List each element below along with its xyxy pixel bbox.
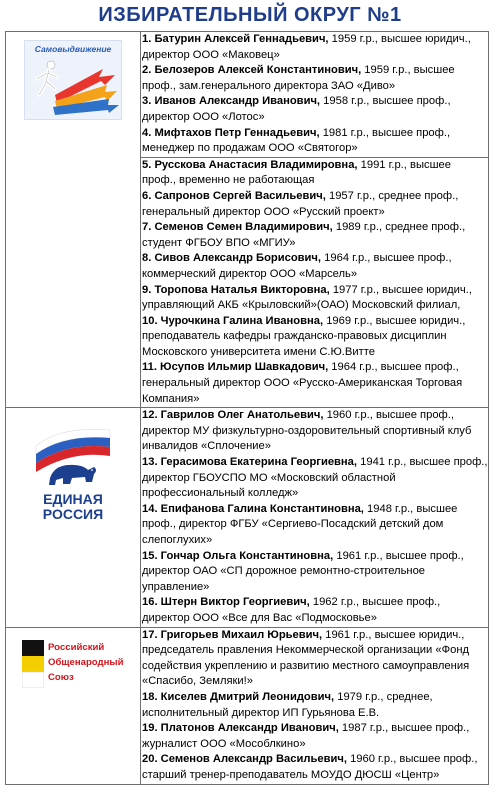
- logo-cell-self-nominated: [6, 32, 141, 408]
- candidate-entry: 6. Сапронов Сергей Васильевич, 1957 г.р., среднее проф., генеральный директор ООО «Русский проект»: [142, 189, 459, 218]
- candidate-entry: 9. Торопова Наталья Викторовна, 1977 г.р., высшее юридич., управляющий АКБ «Крыловский»(ОАО) Московский филиал,: [142, 283, 472, 312]
- group-united-russia: [141, 408, 489, 627]
- candidate-entry: 1. Батурин Алексей Геннадьевич, 1959 г.р., высшее юридич., директор ООО «Маковец»: [142, 33, 471, 61]
- candidate-entry: 3. Иванов Александр Иванович, 1958 г.р., высшее проф., директор ООО «Лотос»: [142, 95, 451, 123]
- candidate-entry: 10. Чурочкина Галина Ивановна, 1969 г.р., высшее юридич., преподаватель кафедры гражданско-правовых дисциплин Московского университета имени С.Ю.Витте: [142, 314, 466, 358]
- candidate-entry: 18. Киселев Дмитрий Леонидович, 1979 г.р., среднее, исполнительный директор ИП Гурьянова Е.В.: [142, 690, 433, 719]
- page-title: ИЗБИРАТЕЛЬНЫЙ ОКРУГ №1: [98, 4, 402, 26]
- group-row-united-russia: [6, 408, 489, 627]
- logo-cell-united-russia: [6, 408, 141, 627]
- candidate-entry: 12. Гаврилов Олег Анатольевич, 1960 г.р., высшее проф., директор МУ физкультурно-оздоровительный спортивный клуб инвалидов «Сплочение»: [142, 409, 472, 453]
- self-nomination-logo: [24, 40, 122, 120]
- candidate-entry: 7. Семенов Семен Владимирович, 1989 г.р., среднее проф., студент ФГБОУ ВПО «МГИУ»: [142, 221, 466, 249]
- candidate-entry: 17. Григорьев Михаил Юрьевич, 1961 г.р., высшее юридич., председатель правления Некоммерческой организации «Фонд содействия укреплению и развитию местного самоуправления «Спасибо, Земляки!»: [142, 628, 470, 688]
- candidate-entry: 4. Мифтахов Петр Геннадьевич, 1981 г.р., высшее проф., менеджер по продажам ООО «Святогор»: [142, 126, 451, 155]
- rons-logo-text: Российский Общенародный Союз: [48, 641, 124, 683]
- candidate-entry: 15. Гончар Ольга Константиновна, 1961 г.р., высшее проф., директор ОАО «СП дорожное ремонтно-строительное управление»: [142, 549, 464, 593]
- candidate-entry: 5. Русскова Анастасия Владимировна, 1991 г.р., высшее проф., временно не работающая: [142, 158, 452, 187]
- group-self-nominated-part1: [141, 32, 489, 158]
- candidate-entry: 11. Юсупов Ильмир Шавкадович, 1964 г.р., высшее проф., генеральный директор ООО «Русско-Американская Торговая Компания»: [142, 361, 463, 405]
- tricolor-flag-icon: [22, 640, 44, 688]
- group-row-self-nominated: [6, 32, 489, 158]
- candidate-entry: 14. Епифанова Галина Константиновна, 1948 г.р., высшее проф., директор ФГБУ «Сергиево-Посадский детский дом слепоглухих»: [142, 502, 458, 546]
- united-russia-logo: [30, 420, 116, 530]
- candidate-entry: 13. Герасимова Екатерина Георгиевна, 1941 г.р., высшее проф., директор ГБОУСПО МО «Московский областной профессиональный колледж»: [142, 456, 488, 500]
- candidate-entry: 16. Штерн Виктор Георгиевич, 1962 г.р., высшее проф., директор ООО «Все для Вас «Подмосковье»: [142, 596, 441, 624]
- logo-cell-rons: [6, 627, 141, 784]
- united-russia-logo-text: ЕДИНАЯ РОССИЯ: [42, 491, 104, 523]
- bear-flag-icon: [30, 420, 116, 490]
- candidate-entry: 19. Платонов Александр Иванович, 1987 г.р., высшее проф., журналист ООО «Мособлкино»: [142, 722, 470, 750]
- group-row-rons: [6, 627, 489, 784]
- self-nomination-logo-text: Самовыдвижение: [34, 44, 112, 54]
- group-rons: [141, 627, 489, 784]
- group-self-nominated-part2: [141, 157, 489, 408]
- candidate-entry: 8. Сивов Александр Борисович, 1964 г.р., высшее проф., коммерческий директор ООО «Марсель»: [142, 252, 452, 280]
- running-man-arrows-icon: [25, 55, 121, 117]
- candidates-table: [5, 31, 489, 785]
- candidate-entry: 2. Белозеров Алексей Константинович, 1959 г.р., высшее проф., зам.генерального директора ЗАО «Диво»: [142, 64, 455, 92]
- candidate-entry: 20. Семенов Александр Васильевич, 1960 г.р., высшее проф., старший тренер-преподаватель МОУДО ДЮСШ «Центр»: [142, 753, 478, 781]
- rons-logo: [22, 638, 126, 696]
